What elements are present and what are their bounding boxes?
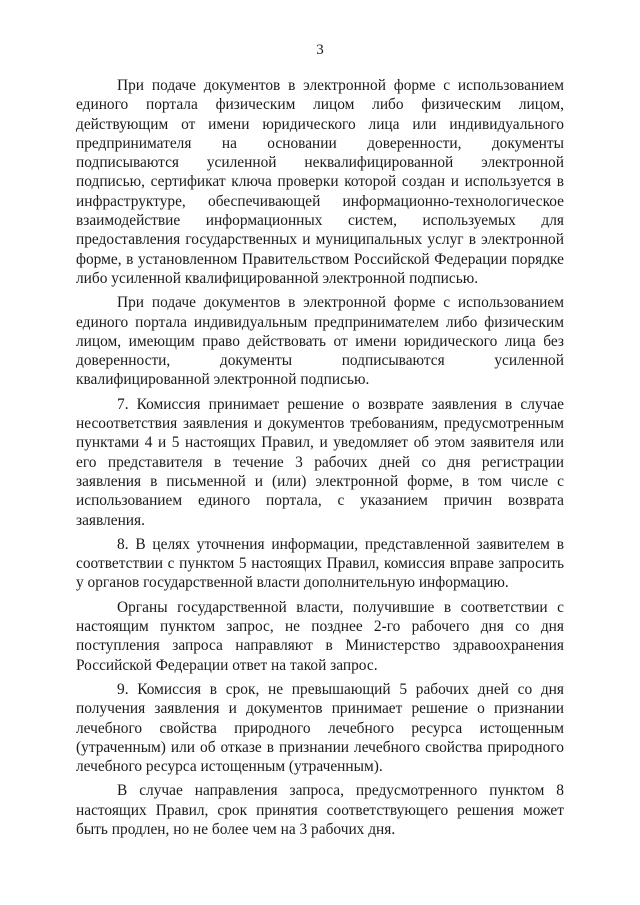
paragraph-item-9: 9. Комиссия в срок, не превышающий 5 рабочих дней со дня получения заявления и документов принимает решение о признании лечебного свойства природного лечебного ресурса истощенным (утраченным) или об отказе в признании лечебного свойства природного лечебного ресурса истощенным (утраченным). <box>76 680 564 776</box>
paragraph-item-8: 8. В целях уточнения информации, представленной заявителем в соответствии с пунктом 5 настоящих Правил, комиссия вправе запросить у органов государственной власти дополнительную информацию. <box>76 535 564 592</box>
document-body <box>76 76 564 844</box>
paragraph-authorities-response: Органы государственной власти, получившие в соответствии с настоящим пунктом запрос, не позднее 2-го рабочего дня со дня поступления запроса направляют в Министерство здравоохранения Российской Федерации ответ на такой запрос. <box>76 598 564 674</box>
paragraph-electronic-submission-individual: При подаче документов в электронной форме с использованием единого портала физическим лицом либо физическим лицом, действующим от имени юридического лица или индивидуального предпринимателя на основании доверенности, документы подписываются усиленной неквалифицированной электронной подписью, сертификат ключа проверки которой создан и используется в инфраструктуре, обеспечивающей информационно-технологическое взаимодействие информационных систем, используемых для предоставления государственных и муниципальных услуг в электронной форме, в установленном Правительством Российской Федерации порядке либо усиленной квалифицированной электронной подписью. <box>76 77 564 287</box>
paragraph-electronic-submission-entrepreneur: При подаче документов в электронной форме с использованием единого портала индивидуальным предпринимателем либо физическим лицом, имеющим право действовать от имени юридического лица без доверенности, документы подписываются усиленной квалифицированной электронной подписью. <box>76 294 564 389</box>
paragraph-item-7: 7. Комиссия принимает решение о возврате заявления в случае несоответствия заявления и документов требованиям, предусмотренным пунктами 4 и 5 настоящих Правил, и уведомляет об этом заявителя или его представителя в течение 3 рабочих дней со дня регистрации заявления в письменной и (или) электронной форме, в том числе с использованием единого портала, с указанием причин возврата заявления. <box>76 395 564 529</box>
paragraph-deadline-extension: В случае направления запроса, предусмотренного пунктом 8 настоящих Правил, срок принятия соответствующего решения может быть продлен, но не более чем на 3 рабочих дня. <box>76 782 564 838</box>
page-number: 3 <box>316 42 324 58</box>
